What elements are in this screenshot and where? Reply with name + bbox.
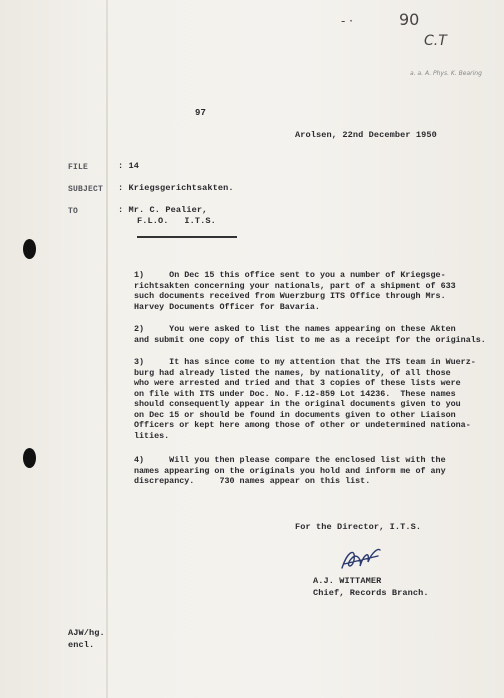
punch-hole-bottom xyxy=(23,448,36,468)
paragraph-3 xyxy=(134,357,474,441)
to-label: TO xyxy=(68,207,79,216)
paragraph-line: and submit one copy of this list to me as a receipt for the originals. xyxy=(134,334,486,345)
paragraph-line: discrepancy. 730 names appear on this list. xyxy=(134,476,371,486)
paragraph-line: richtsakten concerning your nationals, part of a shipment of 633 xyxy=(134,280,456,291)
enclosure-note: encl. xyxy=(68,640,95,650)
subject-value: : Kriegsgerichtsakten. xyxy=(118,183,234,193)
paragraph-line: 3) It has since come to my attention that the ITS team in Wuerz- xyxy=(134,357,476,367)
paragraph-line: 2) You were asked to list the names appearing on these Akten xyxy=(134,324,456,334)
paragraph-line: on Dec 15 or should be found in documents given to other Liaison xyxy=(134,409,456,420)
paragraph-line: Officers or kept here among those of other or undetermined nationa- xyxy=(134,420,471,430)
handwritten-marks: - · xyxy=(341,14,353,28)
paragraph-line: who were arrested and tried and that 3 copies of these lists were xyxy=(134,378,461,388)
subject-label: SUBJECT xyxy=(68,185,104,194)
page-number: 97 xyxy=(195,108,207,118)
to-line-2: F.L.O. I.T.S. xyxy=(137,216,216,226)
place-date: Arolsen, 22nd December 1950 xyxy=(295,130,437,140)
paragraph-line: 1) On Dec 15 this office sent to you a number of Kriegsge- xyxy=(134,270,446,280)
signature-scribble xyxy=(338,544,384,574)
paragraph-line: should consequently appear in the original documents given to you xyxy=(134,399,461,409)
to-line-1: : Mr. C. Pealier, xyxy=(118,205,208,215)
paragraph-4 xyxy=(134,455,474,487)
paragraph-line: on file with ITS under Doc. No. F.12-859 Lot 14236. These names xyxy=(134,388,456,399)
handwritten-note: a. a. A. Phys. K. Bearing xyxy=(410,70,482,77)
file-value: : 14 xyxy=(118,161,140,171)
handwritten-code: C.T xyxy=(424,33,447,49)
punch-hole-top xyxy=(23,239,36,259)
signoff: For the Director, I.T.S. xyxy=(295,522,422,532)
divider-rule xyxy=(137,236,237,238)
signer-name: A.J. WITTAMER xyxy=(313,576,382,586)
paragraph-line: such documents received from Wuerzburg ITS Office through Mrs. xyxy=(134,291,446,301)
paragraph-line: Harvey Documents Officer for Bavaria. xyxy=(134,301,320,312)
handwritten-page-number: 90 xyxy=(399,10,420,29)
paragraph-2 xyxy=(134,324,486,345)
file-label: FILE xyxy=(68,163,89,172)
page-fold xyxy=(106,0,108,698)
paragraph-line: lities. xyxy=(134,430,170,441)
paragraph-line: names appearing on the originals you hold and inform me of any xyxy=(134,465,446,476)
paragraph-line: 4) Will you then please compare the enclosed list with the xyxy=(134,455,446,465)
signer-title: Chief, Records Branch. xyxy=(313,588,429,598)
reference-initials: AJW/hg. xyxy=(68,628,105,638)
paragraph-line: burg had already listed the names, by nationality, of all those xyxy=(134,367,451,378)
paragraph-1 xyxy=(134,270,474,312)
